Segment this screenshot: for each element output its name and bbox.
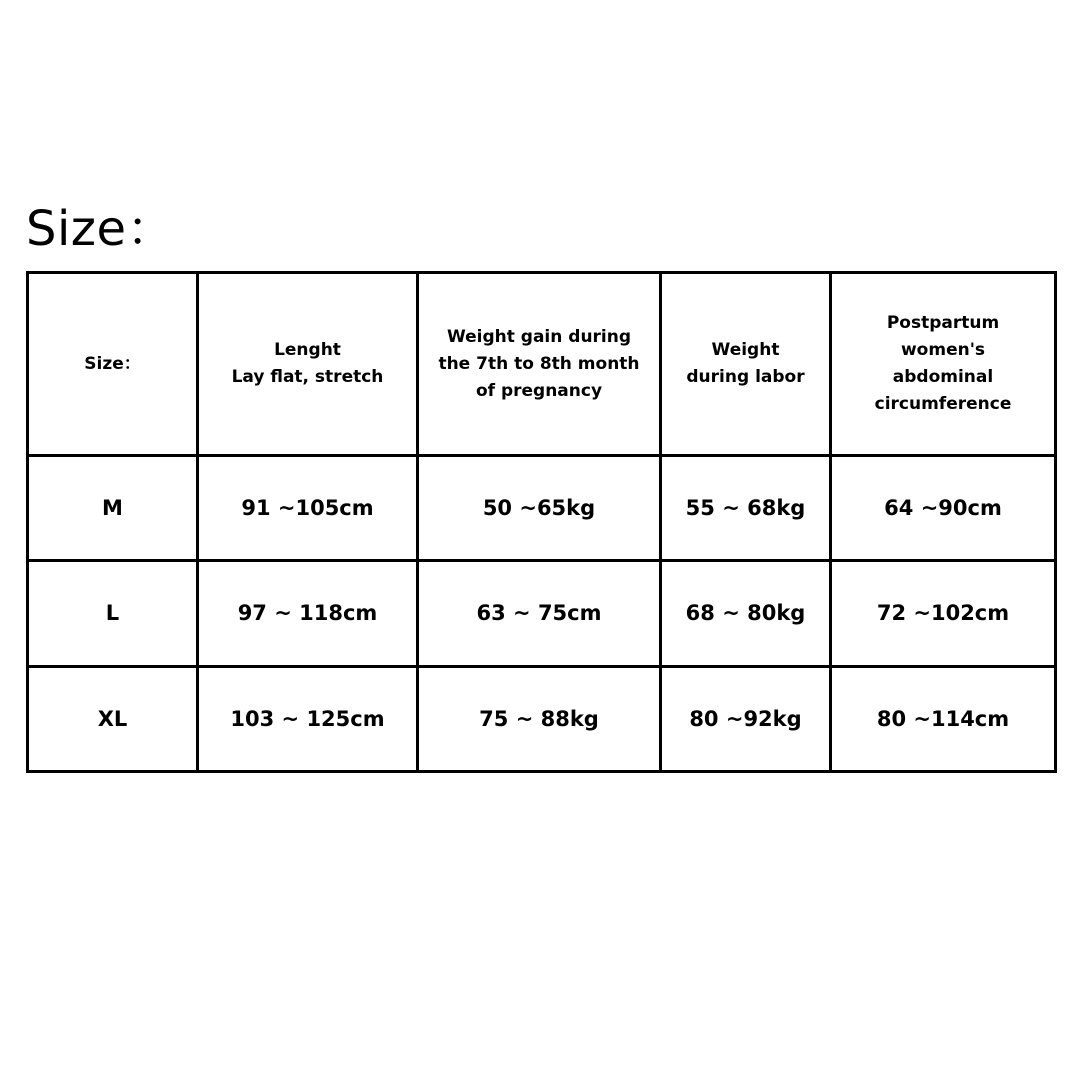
table-header-row	[28, 273, 1056, 456]
cell-weight-gain: 75 ~ 88kg	[418, 666, 661, 771]
cell-circumference: 80 ~114cm	[831, 666, 1056, 771]
cell-weight-labor: 55 ~ 68kg	[661, 456, 831, 561]
header-circumference-line-3: abdominal	[892, 367, 994, 387]
header-length	[198, 273, 418, 456]
header-weight-gain-line-2: the 7th to 8th month	[438, 353, 640, 374]
header-circumference-line-4: circumference	[874, 394, 1012, 414]
table-row	[28, 666, 1056, 771]
cell-weight-labor: 80 ~92kg	[661, 666, 831, 771]
cell-length: 103 ~ 125cm	[198, 666, 418, 771]
table-row	[28, 456, 1056, 561]
page-title: Size：	[26, 201, 176, 257]
header-length-subtitle: Lay flat, stretch	[231, 367, 384, 387]
cell-weight-labor: 68 ~ 80kg	[661, 561, 831, 666]
size-chart-table	[26, 271, 1057, 773]
cell-size: M	[28, 456, 198, 561]
cell-weight-gain: 50 ~65kg	[418, 456, 661, 561]
header-weight-gain-line-3: of pregnancy	[475, 380, 603, 401]
header-circumference-line-2: women's	[900, 340, 986, 360]
cell-circumference: 72 ~102cm	[831, 561, 1056, 666]
cell-circumference: 64 ~90cm	[831, 456, 1056, 561]
header-weight-labor	[661, 273, 831, 456]
cell-weight-gain: 63 ~ 75cm	[418, 561, 661, 666]
cell-size: L	[28, 561, 198, 666]
cell-length: 97 ~ 118cm	[198, 561, 418, 666]
header-weight-labor-line-1: Weight	[711, 340, 780, 360]
cell-size: XL	[28, 666, 198, 771]
header-circumference-line-1: Postpartum	[886, 313, 1000, 333]
header-circumference	[831, 273, 1056, 456]
header-size	[28, 273, 198, 456]
header-length-title: Lenght	[274, 340, 341, 360]
cell-length: 91 ~105cm	[198, 456, 418, 561]
table-row	[28, 561, 1056, 666]
header-size-label: Size：	[84, 353, 141, 374]
header-weight-labor-line-2: during labor	[686, 367, 805, 387]
header-weight-gain-line-1: Weight gain during	[446, 326, 632, 347]
header-weight-gain	[418, 273, 661, 456]
